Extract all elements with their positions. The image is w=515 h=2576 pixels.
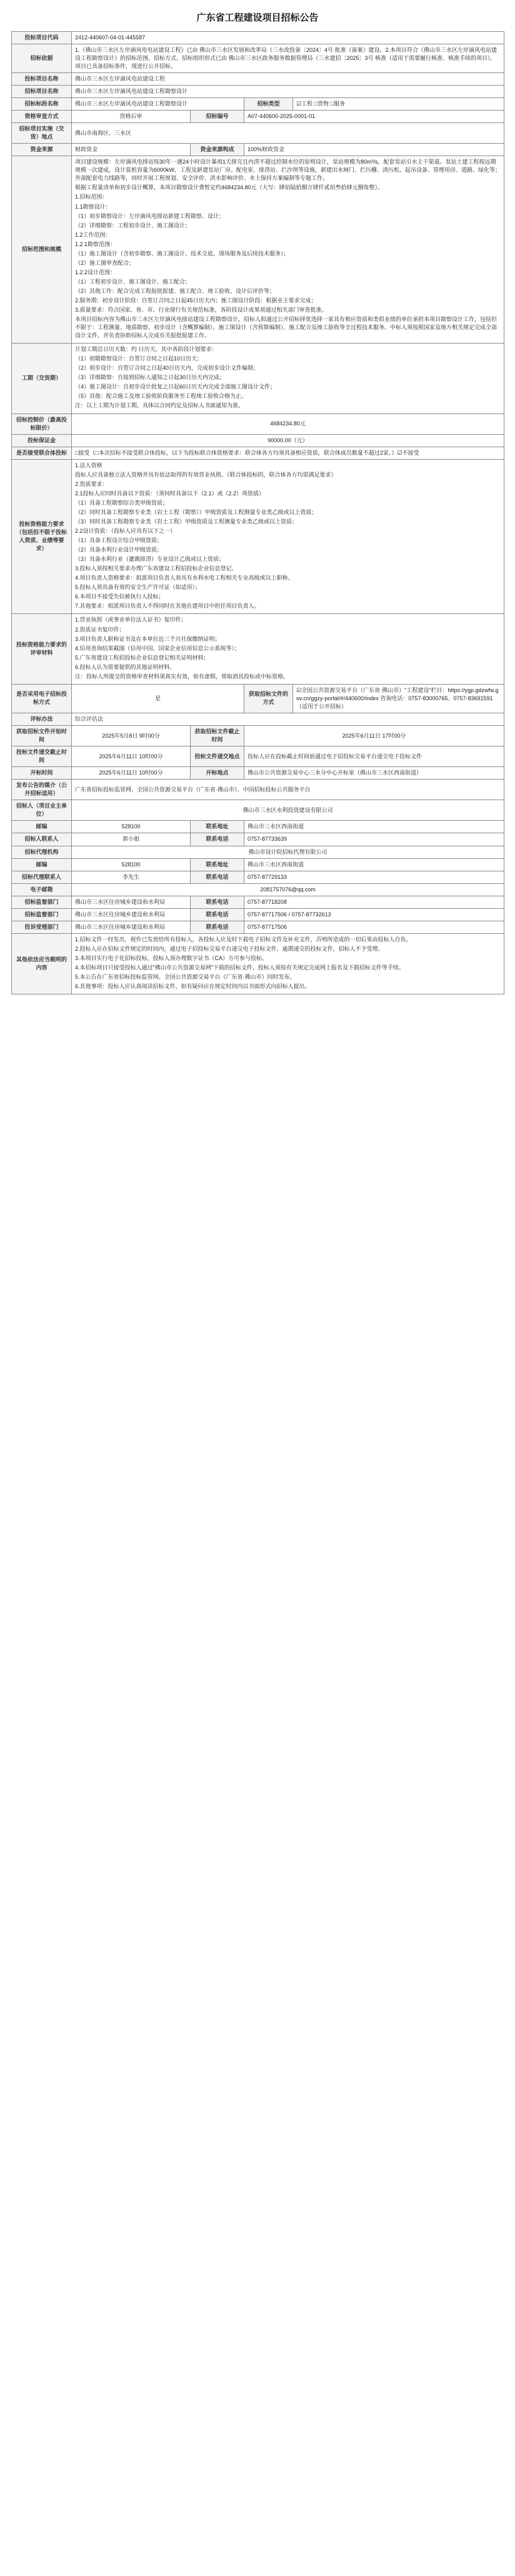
scope-para: （2）施工图审查配合； <box>75 259 135 266</box>
row-tenderee-contact <box>12 833 504 846</box>
label: 招标监督部门 <box>12 908 72 921</box>
basis-text: 1.《佛山市三水区左岸滴风电电站建设工程》已由 佛山市三水区发展和改革局（三水改投备〔2024〕4号 批准（备案）建设。2.本项目符合《佛山市三水区左岸滴风电站建设工程勘察设计》的招标范围、招标方式、招标组织形式已由 佛山市三水区政务服务数据管理局（三水建招〔2025〕3号 核准（适用于需要履行核准、核准手续的项目），项目已具备招标条件，现进行公开招标。 <box>72 44 504 72</box>
submit-place: 投标人应在投标截止时间前通过电子招投标交易平台递交电子投标文件 <box>244 746 504 767</box>
row-location <box>12 123 504 144</box>
scope-para: 1.1勘察设计： <box>75 203 111 210</box>
label: 投标文件递交地点 <box>191 746 244 767</box>
label: 招标人（项目业主单位） <box>12 800 72 821</box>
section-no: A07-440600-2025-0001-01 <box>244 111 504 123</box>
qual-review: 资格后审 <box>72 111 191 123</box>
agency-email[interactable]: 2081757076@qq.com <box>72 883 504 896</box>
announcement-page <box>0 0 515 1007</box>
qual-para: 7.其他要求：拟派项目负责人不得同时在其他在建项目中担任项目负责人。 <box>75 603 260 610</box>
qual-para: （3）具备水利行业（灌溉排涝）专业设计乙级或以上资质； <box>75 556 225 563</box>
label: 联系电话 <box>191 921 244 933</box>
other-para: 2.投标人应在招标文件规定的时间内，通过电子招投标交易平台递交电子投标文件，逾期递交的投标文件，招标人不予受理。 <box>75 945 384 952</box>
row-agency-contact <box>12 871 504 883</box>
qual-doc-para: 6.投标人认为需要提供的其他证明材料。 <box>75 663 176 670</box>
supervise-dept2: 佛山市三水区住房城乡建设和水利局 <box>72 908 191 921</box>
label: 获取招标文件开始时间 <box>12 725 72 746</box>
label: 招标人联系人 <box>12 833 72 846</box>
get-end: 2025年6月11日 17时00分 <box>244 725 504 746</box>
get-start: 2025年5月8日 9时00分 <box>72 725 191 746</box>
qual-para: 2.1投标人应同时具备以下资质：（须同时具备以下（2.1）或（2.2）项资质） <box>75 490 265 497</box>
label: 获取招标文件的方式 <box>244 684 293 713</box>
scope-para: 1.招标范围： <box>75 194 108 201</box>
qual-para: （2）具备水利行业设计甲级资质； <box>75 547 163 553</box>
row-fund <box>12 144 504 156</box>
label: 投标项目名称 <box>12 72 72 85</box>
label: 招标范围和规模 <box>12 156 72 344</box>
row-project-code <box>12 31 504 44</box>
row-qual-review <box>12 111 504 123</box>
scope-para: （2）详细勘察：工程初步设计、施工图设计； <box>75 222 191 229</box>
qual-para: 6.本项目不接受失信被执行人投标； <box>75 593 164 600</box>
scope-para: （1）初步勘察设计：左岸滴风电排站新建工程勘察、设计； <box>75 212 225 219</box>
label: 投标资格能力要求（包括但不限于投标人资质、业绩等要求） <box>12 459 72 614</box>
row-tenderee-addr <box>12 821 504 833</box>
fund-source: 财政资金 <box>72 144 191 156</box>
label: 招标代理机构 <box>12 846 72 858</box>
qual-para: 4.项目负责人资格要求：拟派项目负责人须具有水利水电工程相关专业高级或以上职称。 <box>75 575 294 582</box>
qual-doc-para: 4.信用查询结果截图（信用中国、国家企业信用信息公示系统等）； <box>75 645 241 651</box>
schedule-para: 计划工期总日历天数：约 日历天，其中各阶段计划要求： <box>75 346 218 353</box>
scope-para: 根据工程量清单和初步设计概算，本项目勘察设计费暂定约4684234.80元（大写：肆佰陆拾捌万肆仟贰佰叁拾肆元捌角整）。 <box>75 184 384 191</box>
label: 联系地址 <box>191 858 244 871</box>
deposit: 90000.00（元） <box>72 434 504 447</box>
schedule-para: （5）其他：配合施工及竣工验收阶段服务至工程竣工验收合格为止。 <box>75 393 248 400</box>
qual-doc-para: 3.项目负责人职称证书及在本单位近三个月社保缴纳证明； <box>75 635 221 642</box>
label: 评标办法 <box>12 713 72 725</box>
label: 联系电话 <box>191 908 244 921</box>
scope-para: 1.2工作范围： <box>75 231 111 238</box>
qual-para: 2.资质要求： <box>75 480 108 487</box>
row-joint <box>12 447 504 459</box>
agency-addr: 佛山市三水区西南街道 <box>244 858 504 871</box>
row-other <box>12 933 504 994</box>
label: 发布公告的媒介（公开招标适用） <box>12 780 72 800</box>
complaint-dept: 佛山市三水区住房城乡建设和水利局 <box>72 921 191 933</box>
row-supervise-1 <box>12 896 504 908</box>
label: 招标依据 <box>12 44 72 72</box>
qual-para: （1）具备工程勘察综合类甲级资质； <box>75 499 169 506</box>
tenderee-contact: 郭小姐 <box>72 833 191 846</box>
complaint-tel: 0757-87717506 <box>244 921 504 933</box>
label: 投诉受理部门 <box>12 921 72 933</box>
row-supervise-3 <box>12 921 504 933</box>
row-agency-addr <box>12 858 504 871</box>
location: 佛山市南海区、三水区 <box>72 123 504 144</box>
joint-bid: □接受（□本次招标不接受联合体投标，以下为投标联合体资格要求：联合体各方均须具备相应资质，联合体成员数量不超过2家。）☑不接受 <box>72 447 504 459</box>
row-section-type <box>12 98 504 111</box>
scope-para: 本项目招标内容为佛山市三水区左岸滴风电排站建设工程勘察设计，招标人拟通过公开招标择优选择一家具有相应资质和类似业绩的单位承担本项目勘察设计工作，包括但不限于：工程测量、地质勘察、初步设计（含概算编制）、施工图设计（含预算编制）、施工配合及竣工验收等全过程技术服务。中标人须按照国家及地方相关规定完成全部设计文件，并负责协助招标人完成有关报批报建工作。 <box>75 316 498 339</box>
label: 招标项目实施（交货）地点 <box>12 123 72 144</box>
label: 是否接受联合体投标 <box>12 447 72 459</box>
other-text <box>72 933 504 994</box>
schedule-para: （2）初步设计：自签订合同之日起40日历天内，完成初步设计文件编制； <box>75 365 259 372</box>
tenderee-name: 佛山市三水区水利投资建设有限公司 <box>72 800 504 821</box>
eval-method: 综合评估法 <box>72 713 504 725</box>
scope-text <box>72 156 504 344</box>
label: 邮编 <box>12 858 72 871</box>
doc-method[interactable]: ☑全国公共资源交易平台（广东省·佛山市）"工程建设"栏目：https://ygp.gdzwfw.gov.cn/ggzy-portal/#/440600/index 咨询电话：0757-83000765、0757-83691591（适用于公开招标） <box>293 684 504 713</box>
other-para: 6.其他事项：投标人应认真阅读招标文件，如有疑问应在规定时间内以书面形式向招标人提出。 <box>75 983 311 990</box>
open-time: 2025年6月11日 10时00分 <box>72 767 191 780</box>
label: 投标资格能力要求的评审材料 <box>12 614 72 684</box>
agency-tel: 0757-87729133 <box>244 871 504 883</box>
schedule-text <box>72 344 504 414</box>
electronic-bid: 是 <box>72 684 244 713</box>
label: 招标监督部门 <box>12 896 72 908</box>
tenderee-post: 528100 <box>72 821 191 833</box>
scope-para: （2）其他工作：配合完成工程报批报建、施工配合、竣工验收、设计后评价等； <box>75 287 276 294</box>
label: 投标项目代码 <box>12 31 72 44</box>
label: 招标标段名称 <box>12 98 72 111</box>
row-supervise-2 <box>12 908 504 921</box>
row-tenderee <box>12 800 504 821</box>
row-bid-channel <box>12 684 504 713</box>
label: 招标项目名称 <box>12 85 72 97</box>
scope-para: 1.2.1勘察范围： <box>75 240 116 247</box>
row-open <box>12 767 504 780</box>
scope-para: 2.服务期：初步设计阶段：自签订合同之日起45日历天内；施工图设计阶段：根据业主要求完成； <box>75 297 317 304</box>
row-project-name <box>12 72 504 85</box>
label: 联系地址 <box>191 821 244 833</box>
row-agency <box>12 846 504 858</box>
label: 获取招标文件截止时间 <box>191 725 244 746</box>
schedule-para: （3）详细勘察：自接到招标人通知之日起30日历天内完成； <box>75 374 226 381</box>
open-place: 佛山市公共资源交易中心三水分中心开标室（佛山市三水区西南街道） <box>244 767 504 780</box>
qual-para: （2）同时具备工程勘察专业类（岩土工程（勘察））甲级资质及工程测量专业类乙级或以上资质； <box>75 508 318 515</box>
qualification-text <box>72 459 504 614</box>
row-get-time <box>12 725 504 746</box>
row-basis <box>12 44 504 72</box>
tenderee-tel: 0757-87733639 <box>244 833 504 846</box>
project-name: 佛山市三水区左岸滴风电站建设工程 <box>72 72 504 85</box>
tender-type: ☑工程 □货物 □服务 <box>293 98 504 111</box>
qual-doc-para: 1.营业执照（或事业单位法人证书）复印件； <box>75 617 187 623</box>
label: 招标控制价（最高投标限价） <box>12 414 72 434</box>
row-section-name <box>12 85 504 97</box>
project-code: 2412-440607-04-01-445587 <box>72 31 504 44</box>
other-para: 1.招标文件一经发出，视作已发放给所有投标人，各投标人应及时下载电子招标文件及补充文件，否则所造成的一切后果由投标人自负。 <box>75 936 412 943</box>
qual-doc-para: 5.广东省建设工程招投标企业信息登记相关证明材料； <box>75 654 209 661</box>
label: 招标编号 <box>191 111 244 123</box>
label: 招标类型 <box>244 98 293 111</box>
row-control-price <box>12 414 504 434</box>
qual-para: 2.2设计资质：（投标人应具有以下之一） <box>75 528 176 535</box>
label: 投标文件递交截止时间 <box>12 746 72 767</box>
label: 联系电话 <box>191 896 244 908</box>
page-title: 广东省工程建设项目招标公告 <box>196 12 319 23</box>
schedule-para: 注：以上工期为计划工期，具体以合同约定及招标人书面通知为准。 <box>75 402 244 409</box>
label: 联系电话 <box>191 833 244 846</box>
other-para: 5.本公告在广东省招标投标监管网、全国公共资源交易平台（广东省·佛山市）同时发布。 <box>75 974 296 981</box>
row-submit <box>12 746 504 767</box>
label: 电子邮箱 <box>12 883 72 896</box>
label: 资格审查方式 <box>12 111 72 123</box>
label: 工期（交货期） <box>12 344 72 414</box>
row-deposit <box>12 434 504 447</box>
other-para: 4.本招标项目只接受投标人通过"佛山市公共资源交易网"下载的招标文件，投标人须按有关规定完成网上报名及下载招标文件等手续。 <box>75 964 404 971</box>
scope-para: 项目建设规模：左岸滴风电排站按30年一遇24小时设计暴雨1天排完且内涝不超过控制水位的原则设计，泵站规模为80m³/s，配套泵站引水主干渠道。泵站土建工程按远期规模一次建成，设计装机容量为6000kW，工程及新建泵站厂房、配电室、排涝站、拦沙坝等设施，新建出水闸门、拦污栅、清污机、起吊设备、管理用房、道路、绿化等；外部配套电力线路等，同时开展工程规划、安全评价、洪水影响评价、水土保持方案编制等专题工作。 <box>75 159 501 182</box>
media: 广东省招标投标监管网、全国公共资源交易平台（广东省·佛山市）、中国招标投标公共服务平台 <box>72 780 504 800</box>
label: 邮编 <box>12 821 72 833</box>
label: 联系电话 <box>191 871 244 883</box>
label: 其他依法应当载明的内容 <box>12 933 72 994</box>
agency-name: 佛山市设计院招标代理有限公司 <box>72 846 504 858</box>
scope-para: （1）工程初步设计、施工图设计、施工配合； <box>75 278 191 285</box>
schedule-para: （1）初勘勘察设计：自签订合同之日起10日历天； <box>75 355 203 362</box>
supervise-dept: 佛山市三水区住房城乡建设和水利局 <box>72 896 191 908</box>
label: 资金来源构成 <box>191 144 244 156</box>
label: 开标地点 <box>191 767 244 780</box>
row-schedule <box>12 344 504 414</box>
qual-para: 3.投标人须按相关要求办理广东省建设工程招投标企业信息登记。 <box>75 565 238 572</box>
scope-para: 3.质量要求：符合国家、省、市、行业现行有关规范标准，各阶段设计成果须通过相关部门审查批准。 <box>75 307 328 314</box>
scope-para: （1）施工图设计（含初步勘察、施工图设计、技术交底、现场服务及后续技术服务）； <box>75 250 289 257</box>
qual-para: 投标人应具备独立法人资格并具有依法取得的有效营业执照。（联合体投标的，联合体各方均需满足要求） <box>75 471 337 478</box>
qual-doc-para: 2.资质证书复印件； <box>75 626 125 633</box>
scope-para: 1.2.2设计范围： <box>75 269 116 275</box>
label: 投标保证金 <box>12 434 72 447</box>
other-para: 3.本项目实行电子化招标投标，投标人须办理数字证书（CA）方可参与投标。 <box>75 954 268 961</box>
section-name2: 佛山市三水区左岸滴风电站建设工程勘察设计 <box>72 98 244 111</box>
announcement-table <box>11 31 504 994</box>
qual-doc-para: 注：投标人所提交的资格审查材料须真实有效，如有虚假，将取消其投标或中标资格。 <box>75 673 289 680</box>
label: 资金来源 <box>12 144 72 156</box>
label: 招标代理联系人 <box>12 871 72 883</box>
label: 是否采用电子招标投标方式 <box>12 684 72 713</box>
qual-para: （3）同时具备工程勘察专业类（岩土工程）甲级资质及工程测量专业类乙级或以上资质； <box>75 518 298 525</box>
section-name: 佛山市三水区左岸滴风电站建设工程勘察设计 <box>72 85 504 97</box>
tenderee-addr: 佛山市三水区西南街道 <box>244 821 504 833</box>
control-price: 4684234.80元 <box>72 414 504 434</box>
row-media <box>12 780 504 800</box>
row-eval <box>12 713 504 725</box>
qual-para: （1）具备工程设计综合甲级资质； <box>75 537 163 544</box>
agency-contact: 李先生 <box>72 871 191 883</box>
qual-para: 1.法人资格 <box>75 462 102 468</box>
row-agency-email <box>12 883 504 896</box>
row-qualification-docs <box>12 614 504 684</box>
fund-ratio: 100%财政资金 <box>244 144 504 156</box>
submit-end: 2025年6月11日 10时00分 <box>72 746 191 767</box>
row-qualification <box>12 459 504 614</box>
qual-para: 5.投标人须具备有效的安全生产许可证（如适用）； <box>75 584 201 591</box>
schedule-para: （4）施工图设计：自初步设计批复之日起60日历天内完成全部施工图设计文件； <box>75 384 276 390</box>
supervise-tel2: 0757-87717506 / 0757-87732613 <box>244 908 504 921</box>
agency-post: 528100 <box>72 858 191 871</box>
supervise-tel: 0757-87718208 <box>244 896 504 908</box>
qualification-docs-text <box>72 614 504 684</box>
row-scope <box>12 156 504 344</box>
label: 开标时间 <box>12 767 72 780</box>
